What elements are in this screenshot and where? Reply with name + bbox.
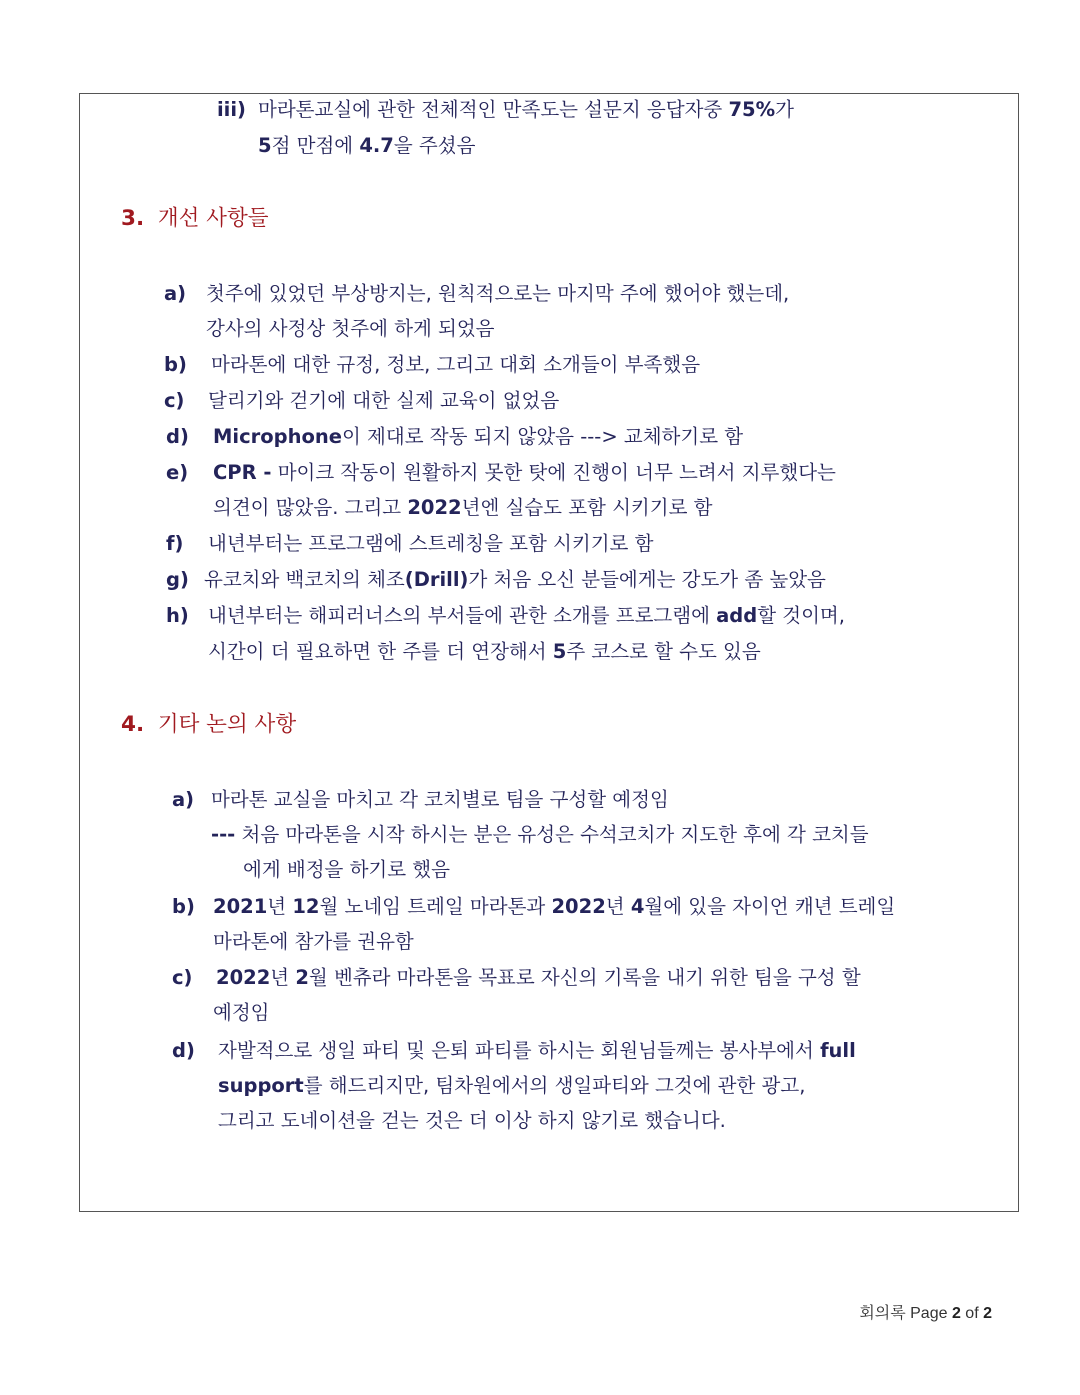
item-marker: h): [166, 604, 189, 627]
list-item: 2021년 12월 노네임 트레일 마라톤과 2022년 4월에 있을 자이언 캐년 트레일: [213, 895, 896, 918]
survey-line-1: 마라톤교실에 관한 전체적인 만족도는 설문지 응답자중 75%가: [258, 98, 794, 121]
item-marker: iii): [217, 98, 246, 121]
list-item: 마라톤에 대한 규정, 정보, 그리고 대회 소개들이 부족했음: [211, 353, 701, 376]
item-marker: d): [166, 425, 189, 448]
list-item: 2022년 2월 벤츄라 마라톤을 목표로 자신의 기록을 내기 위한 팀을 구성 할: [216, 966, 861, 989]
section-3-heading: 3. 개선 사항들: [121, 206, 269, 231]
section-4-heading: 4. 기타 논의 사항: [121, 712, 297, 737]
list-item-cont: 예정임: [213, 1001, 270, 1024]
list-item: 달리기와 걷기에 대한 실제 교육이 없었음: [208, 389, 560, 412]
list-item: 내년부터는 프로그램에 스트레칭을 포함 시키기로 함: [208, 532, 654, 555]
item-marker: a): [172, 788, 195, 811]
list-item-cont: 에게 배정을 하기로 했음: [243, 858, 450, 881]
item-marker: b): [172, 895, 195, 918]
item-marker: a): [164, 282, 187, 305]
item-marker: f): [166, 532, 184, 555]
item-marker: d): [172, 1039, 195, 1062]
page-footer: 회의록 Page 2 of 2: [859, 1305, 992, 1322]
list-item: Microphone이 제대로 작동 되지 않았음 ---> 교체하기로 함: [213, 425, 744, 448]
item-marker: c): [164, 389, 185, 412]
list-item-cont: --- 처음 마라톤을 시작 하시는 분은 유성은 수석코치가 지도한 후에 각 코치들: [211, 823, 869, 846]
list-item: 내년부터는 해피러너스의 부서들에 관한 소개를 프로그램에 add할 것이며,: [208, 604, 845, 627]
list-item-cont: 그리고 도네이션을 걷는 것은 더 이상 하지 않기로 했습니다.: [218, 1109, 726, 1132]
list-item-cont: support를 해드리지만, 팀차원에서의 생일파티와 그것에 관한 광고,: [218, 1074, 806, 1097]
list-item: CPR - 마이크 작동이 원활하지 못한 탓에 진행이 너무 느려서 지루했다는: [213, 461, 836, 484]
list-item: 마라톤 교실을 마치고 각 코치별로 팀을 구성할 예정임: [211, 788, 669, 811]
list-item: 유코치와 백코치의 체조(Drill)가 처음 오신 분들에게는 강도가 좀 높았음: [204, 568, 826, 591]
list-item-cont: 의견이 많았음. 그리고 2022년엔 실습도 포함 시키기로 함: [213, 496, 713, 519]
item-marker: b): [164, 353, 187, 376]
list-item: 자발적으로 생일 파티 및 은퇴 파티를 하시는 회원님들께는 봉사부에서 full: [218, 1039, 856, 1062]
item-marker: e): [166, 461, 189, 484]
list-item-cont: 시간이 더 필요하면 한 주를 더 연장해서 5주 코스로 할 수도 있음: [208, 640, 761, 663]
list-item-cont: 마라톤에 참가를 권유함: [213, 930, 414, 953]
list-item-cont: 강사의 사정상 첫주에 하게 되었음: [206, 317, 495, 340]
item-marker: c): [172, 966, 193, 989]
survey-line-2: 5점 만점에 4.7을 주셨음: [258, 134, 476, 157]
list-item: 첫주에 있었던 부상방지는, 원칙적으로는 마지막 주에 했어야 했는데,: [206, 282, 790, 305]
item-marker: g): [166, 568, 189, 591]
